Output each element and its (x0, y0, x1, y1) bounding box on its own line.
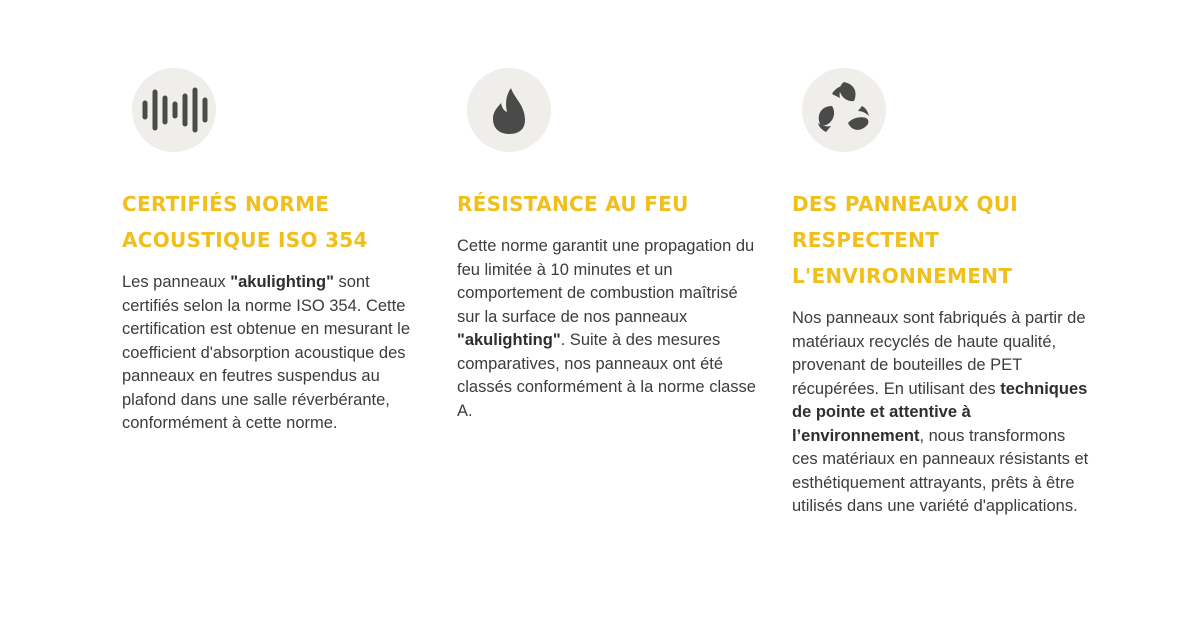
feature-acoustic (122, 68, 412, 436)
body-text: , nous transformons ces matériaux en panneaux résistants et esthétiquement attrayants, prêts à être utilisés dans une variété d'applications. (792, 426, 1089, 515)
emphasis-text: "akulighting" (457, 331, 561, 349)
feature-environment (792, 68, 1092, 519)
sound-wave-icon (132, 68, 216, 152)
emphasis-text: techniques de pointe et attentive à l’environnement (792, 379, 1088, 445)
feature-title: RÉSISTANCE AU FEU (457, 192, 689, 216)
feature-title: CERTIFIÉS NORME ACOUSTIQUE ISO 354 (122, 192, 368, 252)
body-text: . Suite à des mesures comparatives, nos panneaux ont été classés conformément à la norme classe A. (457, 331, 756, 420)
feature-description (457, 235, 757, 423)
body-text: Cette norme garantit une propagation du feu limitée à 10 minutes et un comportement de combustion maîtrisé sur la surface de nos panneaux (457, 237, 755, 326)
body-text: sont certifiés selon la norme ISO 354. Cette certification est obtenue en mesurant le coefficient d'absorption acoustique des panneaux en feutres suspendus au plafond dans une salle réverbérante, conformément à cette norme. (122, 273, 411, 432)
feature-fire-resistance (457, 68, 757, 423)
emphasis-text: "akulighting" (230, 273, 334, 291)
body-text: Les panneaux (122, 273, 231, 291)
feature-description (122, 271, 412, 436)
recycle-leaves-icon (802, 68, 886, 152)
feature-description (792, 307, 1092, 519)
body-text: Nos panneaux sont fabriqués à partir de matériaux recyclés de haute qualité, provenant de bouteilles de PET récupérées. En utilisant des (792, 309, 1086, 398)
flame-icon (467, 68, 551, 152)
feature-title: DES PANNEAUX QUI RESPECTENT L'ENVIRONNEMENT (792, 192, 1019, 288)
